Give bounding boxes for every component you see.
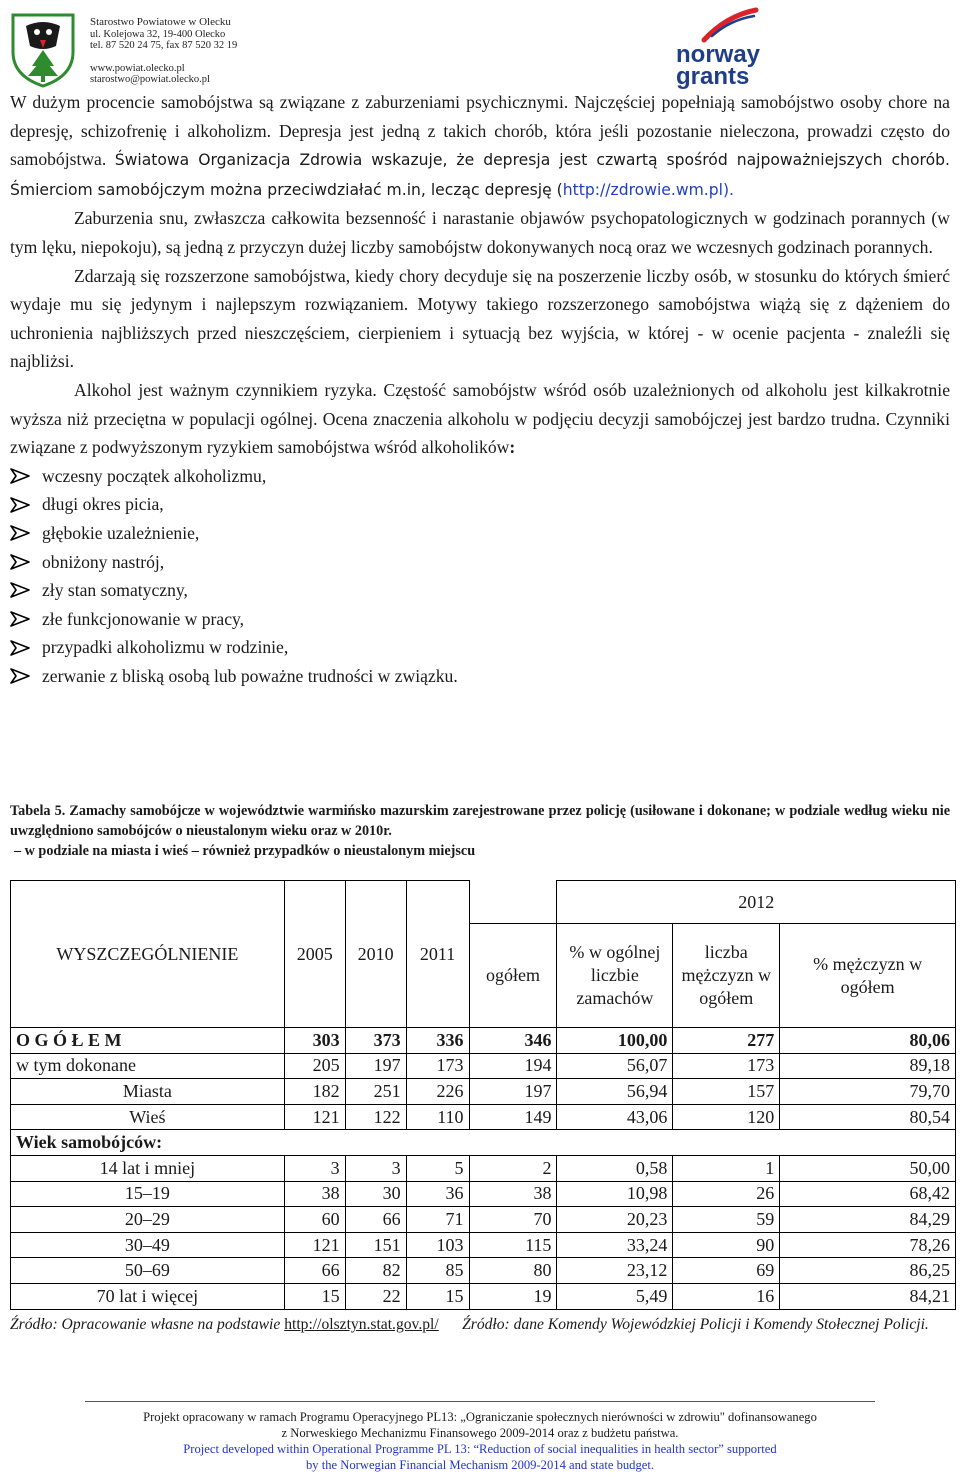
office-website[interactable]: www.powiat.olecko.pl [90, 62, 185, 74]
table-cell: 115 [469, 1232, 557, 1258]
footer-en-line-2: by the Norwegian Financial Mechanism 2009-2014 and state budget. [306, 1458, 654, 1472]
table-cell: 226 [406, 1079, 469, 1105]
list-item-text: długi okres picia, [42, 494, 164, 515]
office-phone: tel. 87 520 24 75, fax 87 520 32 19 [90, 40, 238, 51]
table-cell: 120 [673, 1104, 780, 1130]
header-2005: 2005 [284, 881, 345, 1028]
table-cell: 5,49 [557, 1283, 673, 1309]
row-label: Miasta [11, 1079, 285, 1105]
table-cell: 121 [284, 1104, 345, 1130]
table-row [11, 1104, 956, 1130]
table-cell: 66 [345, 1207, 406, 1233]
footer-pl-line-1: Projekt opracowany w ramach Programu Operacyjnego PL13: „Ograniczanie społecznych nierówności w zdrowiu" dofinansowanego [143, 1410, 817, 1424]
table-row [11, 1130, 956, 1156]
table-cell: 38 [284, 1181, 345, 1207]
paragraph-4-colon: : [509, 437, 516, 458]
paragraph-extended-suicide: Zdarzają się rozszerzone samobójstwa, kiedy chory decyduje się na poszerzenie liczby osób, w stosunku do których śmierć wydaje mu się jedynym i najlepszym rozwiązaniem. Motywy takiego rozszerzonego samobójstwa wiążą się z dążeniem do uchronienia najbliższych przed nieszczęściem, cierpieniem i sytuacją bez wyjścia, w której - w ocenie pacjenta - znaleźli się najbliżsi. [10, 265, 950, 372]
paragraph-sleep: Zaburzenia snu, zwłaszcza całkowita bezsenność i narastanie objawów psychopatologicznych w godzinach porannych (w tym lęku, niepokoju), są jedną z przyczyn dużej liczby samobójstw dokonywanych nocą oraz we wczesnych godzinach porannych. [10, 208, 950, 257]
table-row [11, 1258, 956, 1284]
header-total: ogółem [469, 924, 557, 1028]
table-cell: 89,18 [780, 1053, 956, 1079]
footer-divider [85, 1401, 875, 1402]
table-cell: 151 [345, 1232, 406, 1258]
table-cell: 66 [284, 1258, 345, 1284]
table-row [11, 1207, 956, 1233]
arrow-bullet-icon [10, 668, 30, 684]
footer-en-line-1: Project developed within Operational Programme PL 13: “Reduction of social inequalities in health sector” supported [183, 1442, 777, 1456]
header-2010: 2010 [345, 881, 406, 1028]
table-cell: 157 [673, 1079, 780, 1105]
table-cell: 173 [673, 1053, 780, 1079]
table-cell: 197 [345, 1053, 406, 1079]
table-cell: 84,21 [780, 1283, 956, 1309]
risk-factor-list [10, 462, 950, 691]
source-police: Źródło: dane Komendy Wojewódzkiej Policji i Komendy Stołecznej Policji. [462, 1316, 929, 1333]
list-item [10, 662, 950, 691]
arrow-bullet-icon [10, 611, 30, 627]
list-item-text: przypadki alkoholizmu w rodzinie, [42, 637, 289, 658]
paragraph-1b-text: Światowa Organizacja Zdrowia wskazuje, że depresja jest czwartą spośród najpoważniejszych chorób. Śmierciom samobójczym można przeciwdziałać m.in, lecząc depresję ( [10, 151, 951, 199]
arrow-bullet-icon [10, 525, 30, 541]
table-cell: 3 [284, 1155, 345, 1181]
list-item-text: zły stan somatyczny, [42, 580, 188, 601]
table-cell: 59 [673, 1207, 780, 1233]
table-cell: 22 [345, 1283, 406, 1309]
office-name: Starostwo Powiatowe w Olecku [90, 16, 231, 28]
table-cell: 80,06 [780, 1028, 956, 1054]
caption-line-2: – w podziale na miasta i wieś – również przypadków o nieustalonym miejscu [14, 843, 476, 859]
source-prefix: Źródło: Opracowanie własne na podstawie [10, 1316, 281, 1333]
list-item-text: zerwanie z bliską osobą lub poważne trudności w związku. [42, 665, 458, 686]
table-cell: 205 [284, 1053, 345, 1079]
table-cell: 1 [673, 1155, 780, 1181]
table-cell: 85 [406, 1258, 469, 1284]
arrow-bullet-icon [10, 582, 30, 598]
logo-word-grants: grants [676, 63, 750, 90]
table-cell: 79,70 [780, 1079, 956, 1105]
list-item-text: obniżony nastrój, [42, 551, 165, 572]
table-row [11, 1028, 956, 1054]
table-cell: 38 [469, 1181, 557, 1207]
arrow-bullet-icon [10, 497, 30, 513]
table-cell: 15 [406, 1283, 469, 1309]
header-men-count: liczba mężczyzn w ogółem [673, 924, 780, 1028]
office-contact-block [90, 17, 237, 86]
table-cell: 0,58 [557, 1155, 673, 1181]
table-cell: 20,23 [557, 1207, 673, 1233]
table-cell: 86,25 [780, 1258, 956, 1284]
page-footer [60, 1409, 900, 1473]
office-address: ul. Kolejowa 32, 19-400 Olecko [90, 28, 226, 40]
paragraph-mental-disorders [10, 88, 950, 204]
table-cell: 346 [469, 1028, 557, 1054]
arrow-bullet-icon [10, 468, 30, 484]
table-cell: 373 [345, 1028, 406, 1054]
table-cell: 43,06 [557, 1104, 673, 1130]
table-header-row [11, 881, 956, 924]
caption-line-1: Tabela 5. Zamachy samobójcze w województwie warmińsko mazurskim zarejestrowane przez policję (usiłowane i dokonane; w podziale według wieku nie uwzględniono samobójców o nieustalonym wieku oraz w 2010r. [10, 803, 950, 839]
table-cell: 100,00 [557, 1028, 673, 1054]
row-label: w tym dokonane [11, 1053, 285, 1079]
table-cell: 103 [406, 1232, 469, 1258]
row-label: 15–19 [11, 1181, 285, 1207]
logo-word-norway: norway [676, 41, 761, 68]
row-label: Wiek samobójców: [11, 1130, 956, 1156]
list-item [10, 605, 950, 634]
source-url[interactable]: http://olsztyn.stat.gov.pl/ [284, 1316, 439, 1333]
row-label: Wieś [11, 1104, 285, 1130]
header-2011: 2011 [406, 881, 469, 1028]
table-cell: 33,24 [557, 1232, 673, 1258]
table-cell: 82 [345, 1258, 406, 1284]
paragraph-1-text: W dużym procencie samobójstwa są związane z zaburzeniami psychicznymi. Najczęściej popełniają samobójstwo osoby chore na depresję, schizofrenię i alkoholizm. Depresja jest jedną z takich chorób, która jeśli pozostanie nieleczona, prowadzi często do samobójstwa. [10, 92, 950, 170]
table-body [11, 1028, 956, 1310]
table-cell: 110 [406, 1104, 469, 1130]
row-label: 14 lat i mniej [11, 1155, 285, 1181]
table-cell: 23,12 [557, 1258, 673, 1284]
list-item [10, 548, 950, 577]
table-cell: 173 [406, 1053, 469, 1079]
list-item [10, 576, 950, 605]
county-crest-icon [10, 12, 76, 88]
table-row [11, 1232, 956, 1258]
footer-pl-line-2: z Norweskiego Mechanizmu Finansowego 2009-2014 oraz z budżetu państwa. [281, 1426, 679, 1440]
list-item [10, 462, 950, 491]
table-cell: 2 [469, 1155, 557, 1181]
table-cell: 80 [469, 1258, 557, 1284]
source-note [10, 1315, 950, 1335]
table-cell: 69 [673, 1258, 780, 1284]
list-item-text: wczesny początek alkoholizmu, [42, 465, 267, 486]
letterhead [0, 0, 960, 92]
table-cell: 15 [284, 1283, 345, 1309]
table-caption [10, 801, 950, 861]
article-body [10, 88, 950, 690]
table-cell: 194 [469, 1053, 557, 1079]
table-cell: 68,42 [780, 1181, 956, 1207]
table-cell: 277 [673, 1028, 780, 1054]
table-cell: 10,98 [557, 1181, 673, 1207]
table-cell: 3 [345, 1155, 406, 1181]
header-2012: 2012 [557, 881, 956, 924]
paragraph-4-text: Alkohol jest ważnym czynnikiem ryzyka. Częstość samobójstw wśród osób uzależnionych od alkoholu jest kilkakrotnie wyższa niż przeciętna w populacji ogólnej. Ocena znaczenia alkoholu w podjęciu decyzji samobójczej jest bardzo trudna. Czynniki związane z podwyższonym ryzykiem samobójstwa wśród alkoholików [10, 379, 950, 458]
table-cell: 56,94 [557, 1079, 673, 1105]
list-item [10, 633, 950, 662]
table-cell: 122 [345, 1104, 406, 1130]
table-cell: 36 [406, 1181, 469, 1207]
arrow-bullet-icon [10, 640, 30, 656]
zdrowie-link[interactable]: http://zdrowie.wm.pl). [562, 180, 735, 199]
row-label: 20–29 [11, 1207, 285, 1233]
table-cell: 5 [406, 1155, 469, 1181]
table-cell: 303 [284, 1028, 345, 1054]
table-cell: 60 [284, 1207, 345, 1233]
table-row [11, 1053, 956, 1079]
table-cell: 78,26 [780, 1232, 956, 1258]
norway-grants-logo [664, 6, 764, 92]
table-cell: 197 [469, 1079, 557, 1105]
table-row [11, 1283, 956, 1309]
table-cell: 30 [345, 1181, 406, 1207]
table-cell: 182 [284, 1079, 345, 1105]
table-row [11, 1079, 956, 1105]
header-label: WYSZCZEGÓLNIENIE [11, 881, 285, 1028]
table-cell: 90 [673, 1232, 780, 1258]
table-cell: 121 [284, 1232, 345, 1258]
table-cell: 26 [673, 1181, 780, 1207]
table-cell: 19 [469, 1283, 557, 1309]
table-row [11, 1155, 956, 1181]
list-item-text: głębokie uzależnienie, [42, 522, 200, 543]
row-label: 30–49 [11, 1232, 285, 1258]
table-cell: 84,29 [780, 1207, 956, 1233]
table-cell: 70 [469, 1207, 557, 1233]
table-cell: 251 [345, 1079, 406, 1105]
row-label: 50–69 [11, 1258, 285, 1284]
table-cell: 71 [406, 1207, 469, 1233]
suicide-attempts-table [10, 880, 956, 1310]
arrow-bullet-icon [10, 554, 30, 570]
list-item [10, 519, 950, 548]
table-cell: 50,00 [780, 1155, 956, 1181]
table-cell: 80,54 [780, 1104, 956, 1130]
list-item-text: złe funkcjonowanie w pracy, [42, 608, 245, 629]
table-row [11, 1181, 956, 1207]
paragraph-alcohol [10, 376, 950, 462]
table-cell: 56,07 [557, 1053, 673, 1079]
row-label: 70 lat i więcej [11, 1283, 285, 1309]
table-cell: 336 [406, 1028, 469, 1054]
header-men-percent: % mężczyzn w ogółem [780, 924, 956, 1028]
header-percent-total: % w ogólnej liczbie zamachów [557, 924, 673, 1028]
list-item [10, 490, 950, 519]
table-cell: 16 [673, 1283, 780, 1309]
table-cell: 149 [469, 1104, 557, 1130]
office-email[interactable]: starostwo@powiat.olecko.pl [90, 74, 210, 85]
row-label: O G Ó Ł E M [11, 1028, 285, 1054]
